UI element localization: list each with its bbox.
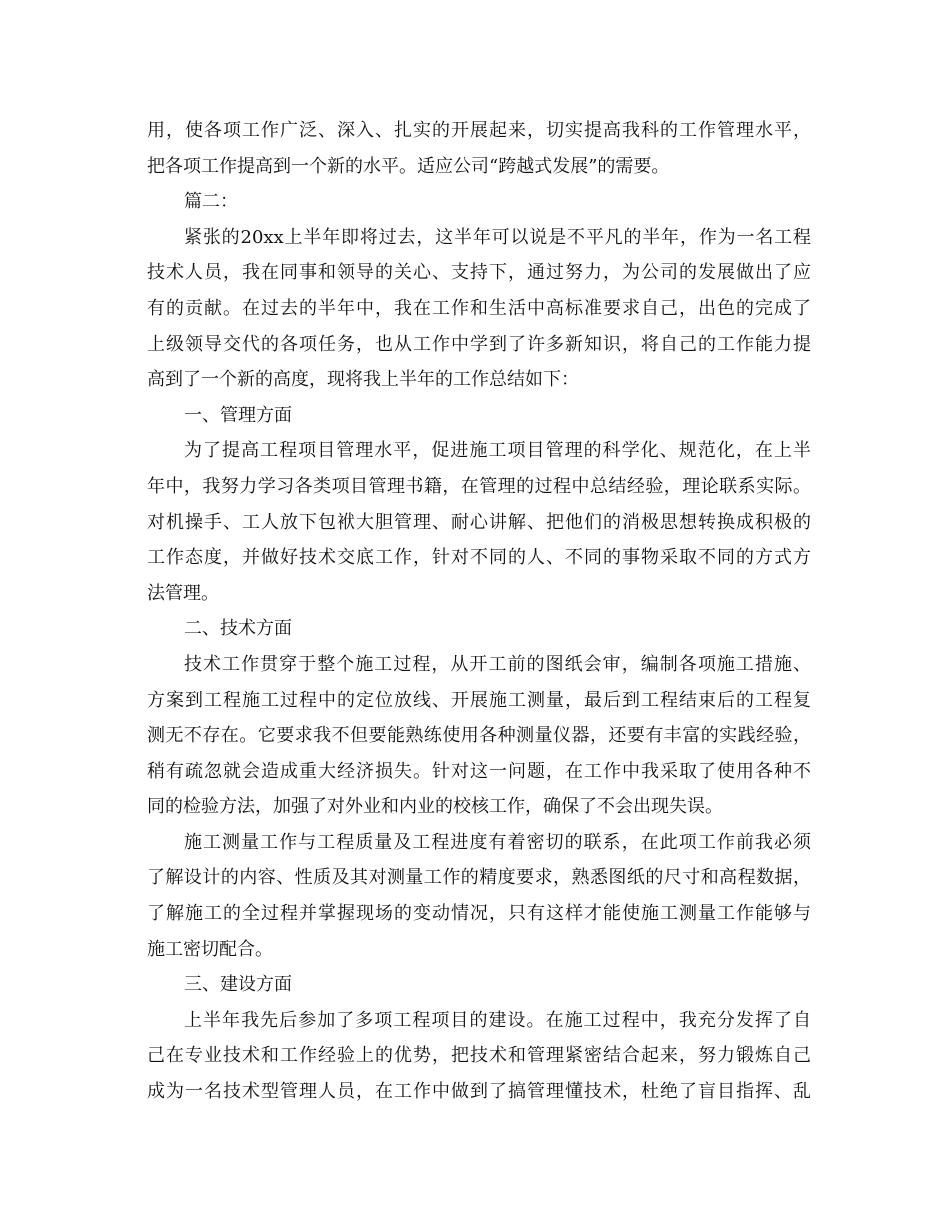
text-line: 方案到工程施工过程中的定位放线、开展施工测量，最后到工程结束后的工程复: [147, 689, 811, 711]
text-line: 篇二：: [184, 191, 238, 213]
text-line: 上半年我先后参加了多项工程项目的建设。在施工过程中，我充分发挥了自: [184, 1009, 811, 1031]
text-line: 测无不存在。它要求我不但要能熟练使用各种测量仪器，还要有丰富的实践经验，: [147, 725, 811, 747]
text-line: 对机操手、工人放下包袱大胆管理、耐心讲解、把他们的消极思想转换成积极的: [147, 511, 811, 533]
text-line: 成为一名技术型管理人员，在工作中做到了搞管理懂技术，杜绝了盲目指挥、乱: [147, 1081, 811, 1103]
text-line: 紧张的20xx上半年即将过去，这半年可以说是不平凡的半年，作为一名工程: [184, 226, 811, 248]
text-line: 技术工作贯穿于整个施工过程，从开工前的图纸会审，编制各项施工措施、: [184, 653, 811, 675]
text-line: 技术人员，我在同事和领导的关心、支持下，通过努力，为公司的发展做出了应: [147, 262, 811, 284]
text-line: 了解施工的全过程并掌握现场的变动情况，只有这样才能使施工测量工作能够与: [147, 903, 811, 925]
text-line: 己在专业技术和工作经验上的优势，把技术和管理紧密结合起来，努力锻炼自己: [147, 1045, 811, 1067]
text-line: 工作态度，并做好技术交底工作，针对不同的人、不同的事物采取不同的方式方: [147, 547, 811, 569]
text-line: 三、建设方面: [184, 974, 292, 996]
text-line: 高到了一个新的高度，现将我上半年的工作总结如下：: [147, 369, 579, 391]
text-line: 施工密切配合。: [147, 938, 273, 960]
text-line: 用，使各项工作广泛、深入、扎实的开展起来，切实提高我科的工作管理水平，: [147, 120, 811, 141]
text-line: 施工测量工作与工程质量及工程进度有着密切的联系，在此项工作前我必须: [184, 831, 811, 853]
text-line: 为了提高工程项目管理水平，促进施工项目管理的科学化、规范化，在上半: [184, 440, 811, 462]
text-line: 一、管理方面: [184, 404, 292, 426]
text-line: 二、技术方面: [184, 618, 292, 640]
text-line: 年中，我努力学习各类项目管理书籍，在管理的过程中总结经验，理论联系实际。: [147, 475, 811, 497]
document-body: [147, 113, 811, 1110]
text-line: 稍有疏忽就会造成重大经济损失。针对这一问题，在工作中我采取了使用各种不: [147, 760, 811, 782]
text-line: 法管理。: [147, 582, 219, 604]
text-line: 把各项工作提高到一个新的水平。适应公司“跨越式发展”的需要。: [147, 155, 670, 177]
text-line: 了解设计的内容、性质及其对测量工作的精度要求，熟悉图纸的尺寸和高程数据，: [147, 867, 811, 889]
text-line: 有的贡献。在过去的半年中，我在工作和生活中高标准要求自己，出色的完成了: [147, 297, 811, 319]
text-line: 上级领导交代的各项任务，也从工作中学到了许多新知识，将自己的工作能力提: [147, 333, 811, 355]
text-line: 同的检验方法，加强了对外业和内业的校核工作，确保了不会出现失误。: [147, 796, 723, 818]
